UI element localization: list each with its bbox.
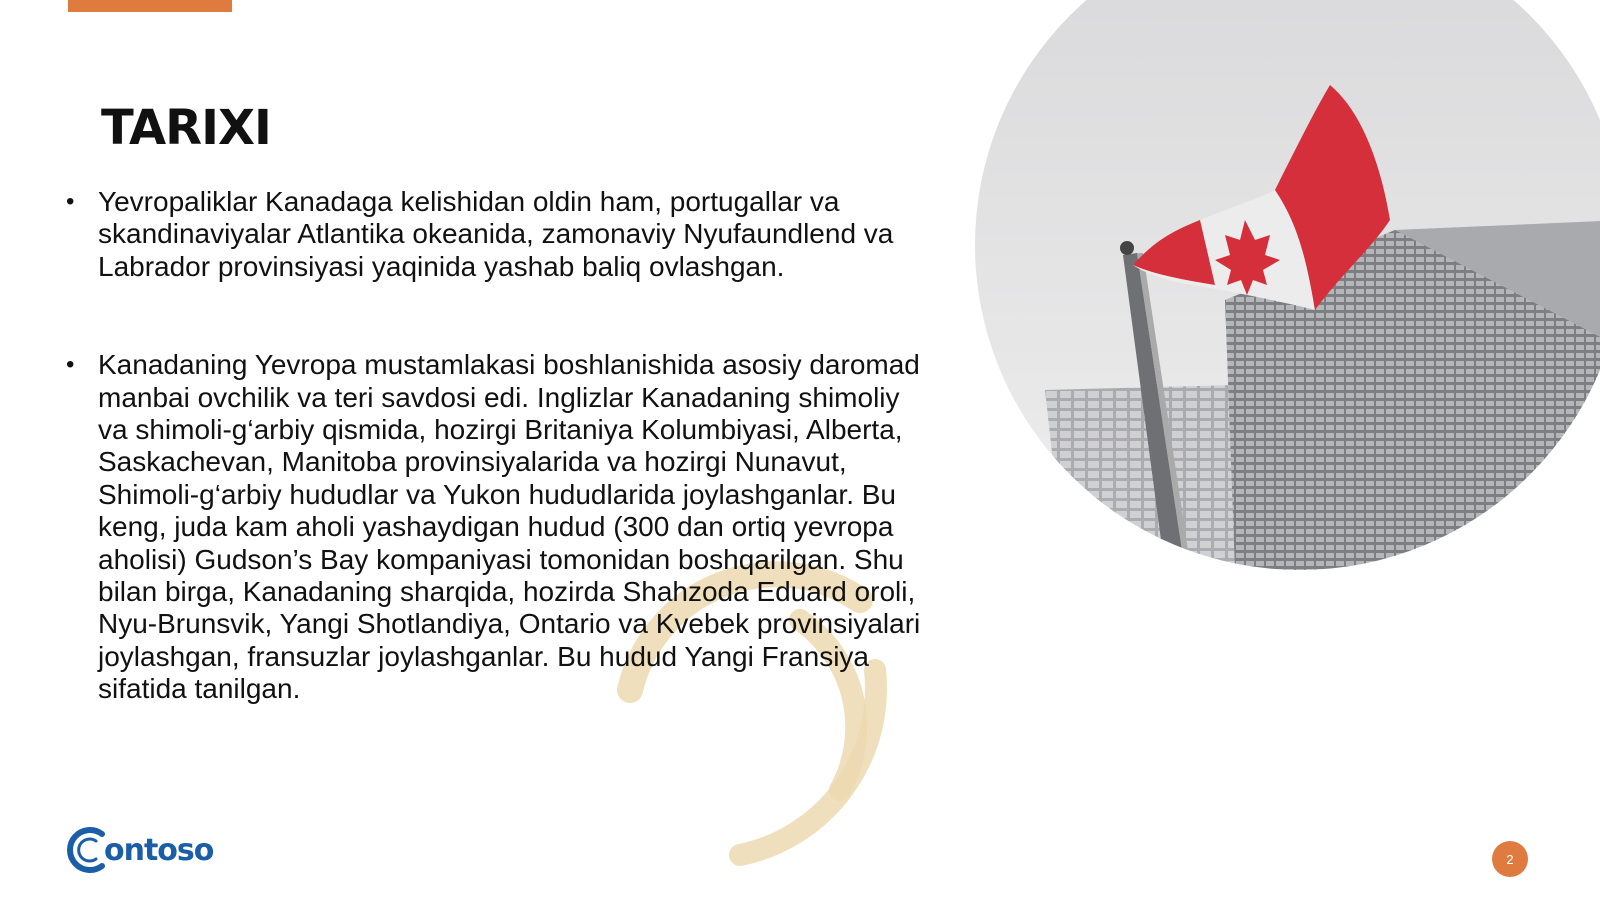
- bullet-dot-icon: •: [66, 351, 75, 379]
- bullet-text: Yevropaliklar Kanadaga kelishidan oldin ham, portugallar va skandinaviyalar Atlantika okeanida, zamonaviy Nyufaundlend va Labrador provinsiyasi yaqinida yashab baliq ovlashgan.: [98, 186, 894, 282]
- bullet-dot-icon: •: [66, 188, 75, 215]
- canadian-flag-photo-icon: [975, 0, 1600, 570]
- logo-text: ontoso: [104, 832, 214, 868]
- bullet-item: [66, 186, 936, 283]
- page-number-badge: 2: [1492, 841, 1528, 877]
- slide-title: TARIXI: [101, 100, 271, 156]
- bullet-item: [66, 349, 936, 705]
- bullet-text: Kanadaning Yevropa mustamlakasi boshlanishida asosiy daromad manbai ovchilik va teri savdosi edi. Inglizlar Kanadaning shimoliy va shimoli-g‘arbiy qismida, hozirgi Britaniya Kolumbiyasi, Alberta, Saskachevan, Manitoba provinsiyalarida va hozirgi Nunavut, Shimoli-g‘arbiy hududlar va Yukon hududlarida joylashganlar. Bu keng, juda kam aholi yashaydigan hudud (300 dan ortiq yevropa aholisi) Gudson’s Bay kompaniyasi tomonidan boshqarilgan. Shu bilan birga, Kanadaning sharqida, hozirda Shahzoda Eduard oroli, Nyu-Brunsvik, Yangi Shotlandiya, Ontario va Kvebek provinsiyalari joylashgan, fransuzlar joylashganlar. Bu hudud Yangi Fransiya sifatida tanilgan.: [98, 349, 921, 705]
- bullet-list: [66, 186, 936, 706]
- canadian-flag-photo: [975, 0, 1600, 570]
- accent-bar: [68, 0, 232, 12]
- contoso-logo: [66, 824, 213, 876]
